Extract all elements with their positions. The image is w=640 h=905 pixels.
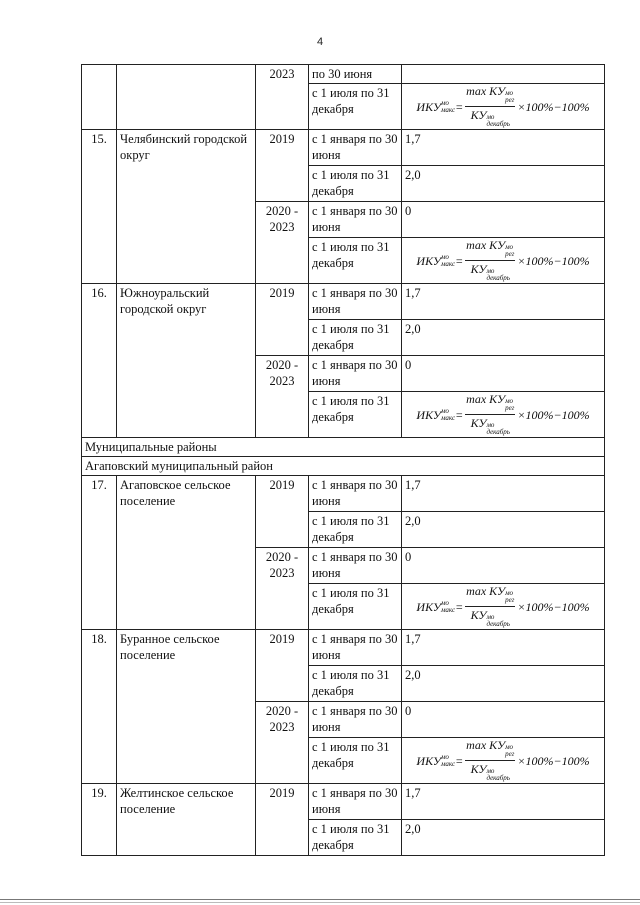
- period-cell: с 1 июля по 31 декабря: [309, 84, 402, 130]
- section-heading: Агаповский муниципальный район: [82, 457, 605, 476]
- formula-cell: [402, 238, 605, 284]
- period-cell: с 1 января по 30 июня: [309, 130, 402, 166]
- period-cell: с 1 июля по 31 декабря: [309, 166, 402, 202]
- year-cell: 2019: [256, 784, 309, 856]
- page-edge-line: [0, 902, 640, 903]
- value-cell: 1,7: [402, 784, 605, 820]
- row-number: 17.: [82, 476, 117, 630]
- period-cell: с 1 июля по 31 декабря: [309, 820, 402, 856]
- year-cell: 2019: [256, 476, 309, 548]
- value-cell: 0: [402, 202, 605, 238]
- period-cell: по 30 июня: [309, 65, 402, 84]
- period-cell: с 1 января по 30 июня: [309, 202, 402, 238]
- period-cell: с 1 июля по 31 декабря: [309, 320, 402, 356]
- formula: ИКУ мо макс = max КУ мо рег КУ мо декабрь ×100%−100%: [416, 238, 590, 282]
- year-cell: 2019: [256, 284, 309, 356]
- table-row: [82, 476, 605, 512]
- value-cell: 2,0: [402, 512, 605, 548]
- period-cell: с 1 июля по 31 декабря: [309, 584, 402, 630]
- section-row: [82, 457, 605, 476]
- value-cell: 2,0: [402, 666, 605, 702]
- row-number: 18.: [82, 630, 117, 784]
- table-row: [82, 130, 605, 166]
- value-cell: 1,7: [402, 130, 605, 166]
- formula-cell: [402, 738, 605, 784]
- page-number: 4: [316, 36, 324, 48]
- value-cell: 2,0: [402, 166, 605, 202]
- value-cell: 1,7: [402, 476, 605, 512]
- year-cell: 2020 - 2023: [256, 548, 309, 630]
- period-cell: с 1 января по 30 июня: [309, 702, 402, 738]
- municipality-name: Агаповское сельское поселение: [117, 476, 256, 630]
- name-cell: [117, 65, 256, 130]
- value-cell: 0: [402, 702, 605, 738]
- value-cell: 2,0: [402, 320, 605, 356]
- period-cell: с 1 июля по 31 декабря: [309, 738, 402, 784]
- value-cell: 2,0: [402, 820, 605, 856]
- year-cell: 2020 - 2023: [256, 356, 309, 438]
- period-cell: с 1 июля по 31 декабря: [309, 238, 402, 284]
- value-cell: 1,7: [402, 630, 605, 666]
- section-heading: Муниципальные районы: [82, 438, 605, 457]
- year-cell: 2020 - 2023: [256, 202, 309, 284]
- year-cell: 2019: [256, 630, 309, 702]
- period-cell: с 1 января по 30 июня: [309, 356, 402, 392]
- year-cell: 2023: [256, 65, 309, 130]
- period-cell: с 1 июля по 31 декабря: [309, 666, 402, 702]
- formula: ИКУ мо макс = max КУ мо рег КУ мо декабрь ×100%−100%: [416, 84, 590, 128]
- period-cell: с 1 июля по 31 декабря: [309, 392, 402, 438]
- formula-cell: [402, 584, 605, 630]
- period-cell: с 1 января по 30 июня: [309, 548, 402, 584]
- year-cell: 2019: [256, 130, 309, 202]
- value-cell: 0: [402, 548, 605, 584]
- number-cell: [82, 65, 117, 130]
- table-row: [82, 784, 605, 820]
- municipality-name: Желтинское сельское поселение: [117, 784, 256, 856]
- period-cell: с 1 января по 30 июня: [309, 284, 402, 320]
- regulation-table: [81, 64, 605, 856]
- row-number: 19.: [82, 784, 117, 856]
- period-cell: с 1 июля по 31 декабря: [309, 512, 402, 548]
- row-number: 16.: [82, 284, 117, 438]
- section-row: [82, 438, 605, 457]
- municipality-name: Буранное сельское поселение: [117, 630, 256, 784]
- table-row: [82, 65, 605, 84]
- formula: ИКУ мо макс = max КУ мо рег КУ мо декабрь ×100%−100%: [416, 392, 590, 436]
- municipality-name: Челябинский городской округ: [117, 130, 256, 284]
- formula: ИКУ мо макс = max КУ мо рег КУ мо декабрь ×100%−100%: [416, 584, 590, 628]
- value-cell: [402, 65, 605, 84]
- formula-cell: [402, 84, 605, 130]
- period-cell: с 1 января по 30 июня: [309, 630, 402, 666]
- page-edge-line: [0, 899, 640, 900]
- table-row: [82, 284, 605, 320]
- year-cell: 2020 - 2023: [256, 702, 309, 784]
- period-cell: с 1 января по 30 июня: [309, 784, 402, 820]
- period-cell: с 1 января по 30 июня: [309, 476, 402, 512]
- value-cell: 0: [402, 356, 605, 392]
- value-cell: 1,7: [402, 284, 605, 320]
- municipality-name: Южноуральский городской округ: [117, 284, 256, 438]
- formula: ИКУ мо макс = max КУ мо рег КУ мо декабрь ×100%−100%: [416, 738, 590, 782]
- row-number: 15.: [82, 130, 117, 284]
- formula-cell: [402, 392, 605, 438]
- table-row: [82, 630, 605, 666]
